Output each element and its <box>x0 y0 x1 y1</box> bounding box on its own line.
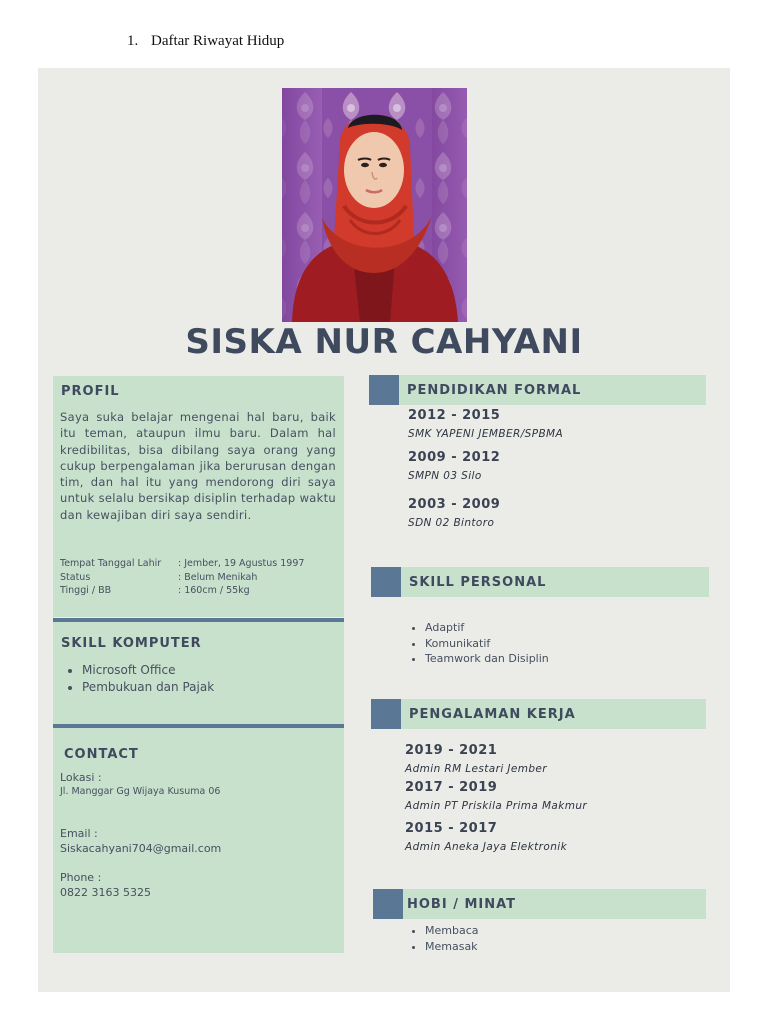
education-years: 2003 - 2009 <box>408 497 501 512</box>
section-marker <box>373 889 403 919</box>
education-school: SMK YAPENI JEMBER/SPBMA <box>408 428 564 440</box>
document-heading <box>127 33 284 50</box>
list-item: • Microsoft Office <box>82 662 214 679</box>
skill-personal-title: SKILL PERSONAL <box>409 575 547 590</box>
education-years: 2012 - 2015 <box>408 408 501 423</box>
work-place: Admin RM Lestari Jember <box>405 763 548 775</box>
education-years: 2009 - 2012 <box>408 450 501 465</box>
detail-row <box>60 572 257 583</box>
work-place: Admin PT Priskila Prima Makmur <box>405 800 588 812</box>
email-value: Siskacahyani704@gmail.com <box>60 842 222 855</box>
detail-value: : Belum Menikah <box>178 572 258 583</box>
section-marker <box>371 699 401 729</box>
list-item: • Memasak <box>425 939 479 955</box>
list-item: • Adaptif <box>425 620 549 636</box>
list-item: • Pembukuan dan Pajak <box>82 679 214 696</box>
phone-label: Phone : <box>60 871 102 884</box>
work-years: 2019 - 2021 <box>405 743 498 758</box>
pengalaman-header <box>371 699 706 729</box>
work-years: 2015 - 2017 <box>405 821 498 836</box>
email-label: Email : <box>60 827 98 840</box>
list-item: • Membaca <box>425 923 479 939</box>
detail-row <box>60 585 250 596</box>
lokasi-label: Lokasi : <box>60 771 102 784</box>
skill-komputer-title: SKILL KOMPUTER <box>61 636 202 651</box>
detail-label: Tinggi / BB <box>60 585 112 596</box>
section-marker <box>369 375 399 405</box>
detail-row <box>60 558 304 569</box>
list-item: • Komunikatif <box>425 636 549 652</box>
profile-photo <box>282 88 467 322</box>
pendidikan-header <box>369 375 706 405</box>
education-school: SDN 02 Bintoro <box>408 517 495 529</box>
profil-title: PROFIL <box>61 384 120 399</box>
heading-title: Daftar Riwayat Hidup <box>151 33 285 49</box>
detail-label: Tempat Tanggal Lahir <box>60 558 162 569</box>
hobi-header <box>373 889 706 919</box>
hobi-list <box>403 923 479 954</box>
list-item: • Teamwork dan Disiplin <box>425 651 549 667</box>
skill-komputer-list <box>60 662 214 695</box>
education-school: SMPN 03 Silo <box>408 470 482 482</box>
profil-text: Saya suka belajar mengenai hal baru, baik itu teman, ataupun ilmu baru. Dalam hal kredibilitas, bisa dibilang saya orang yang cukup berpengalaman jika berurusan dengan tim, dan hal itu yang mendorong diri saya untuk selalu bersikap disiplin terhadap waktu dan kewajiban diri saya sendiri. <box>60 410 336 522</box>
skill-personal-header <box>371 567 709 597</box>
heading-number: 1. <box>127 33 139 49</box>
detail-label: Status <box>60 572 91 583</box>
pendidikan-title: PENDIDIKAN FORMAL <box>407 383 582 398</box>
hobi-title: HOBI / MINAT <box>407 897 517 912</box>
work-years: 2017 - 2019 <box>405 780 498 795</box>
phone-value: 0822 3163 5325 <box>60 886 151 899</box>
cv-name: SISKA NUR CAHYANI <box>185 322 583 362</box>
work-place: Admin Aneka Jaya Elektronik <box>405 841 568 853</box>
skill-personal-list <box>403 620 549 667</box>
section-marker <box>371 567 401 597</box>
lokasi-value: Jl. Manggar Gg Wijaya Kusuma 06 <box>60 786 221 797</box>
detail-value: : Jember, 19 Agustus 1997 <box>178 558 305 569</box>
pengalaman-title: PENGALAMAN KERJA <box>409 707 576 722</box>
detail-value: : 160cm / 55kg <box>178 585 250 596</box>
contact-title: CONTACT <box>64 747 139 762</box>
